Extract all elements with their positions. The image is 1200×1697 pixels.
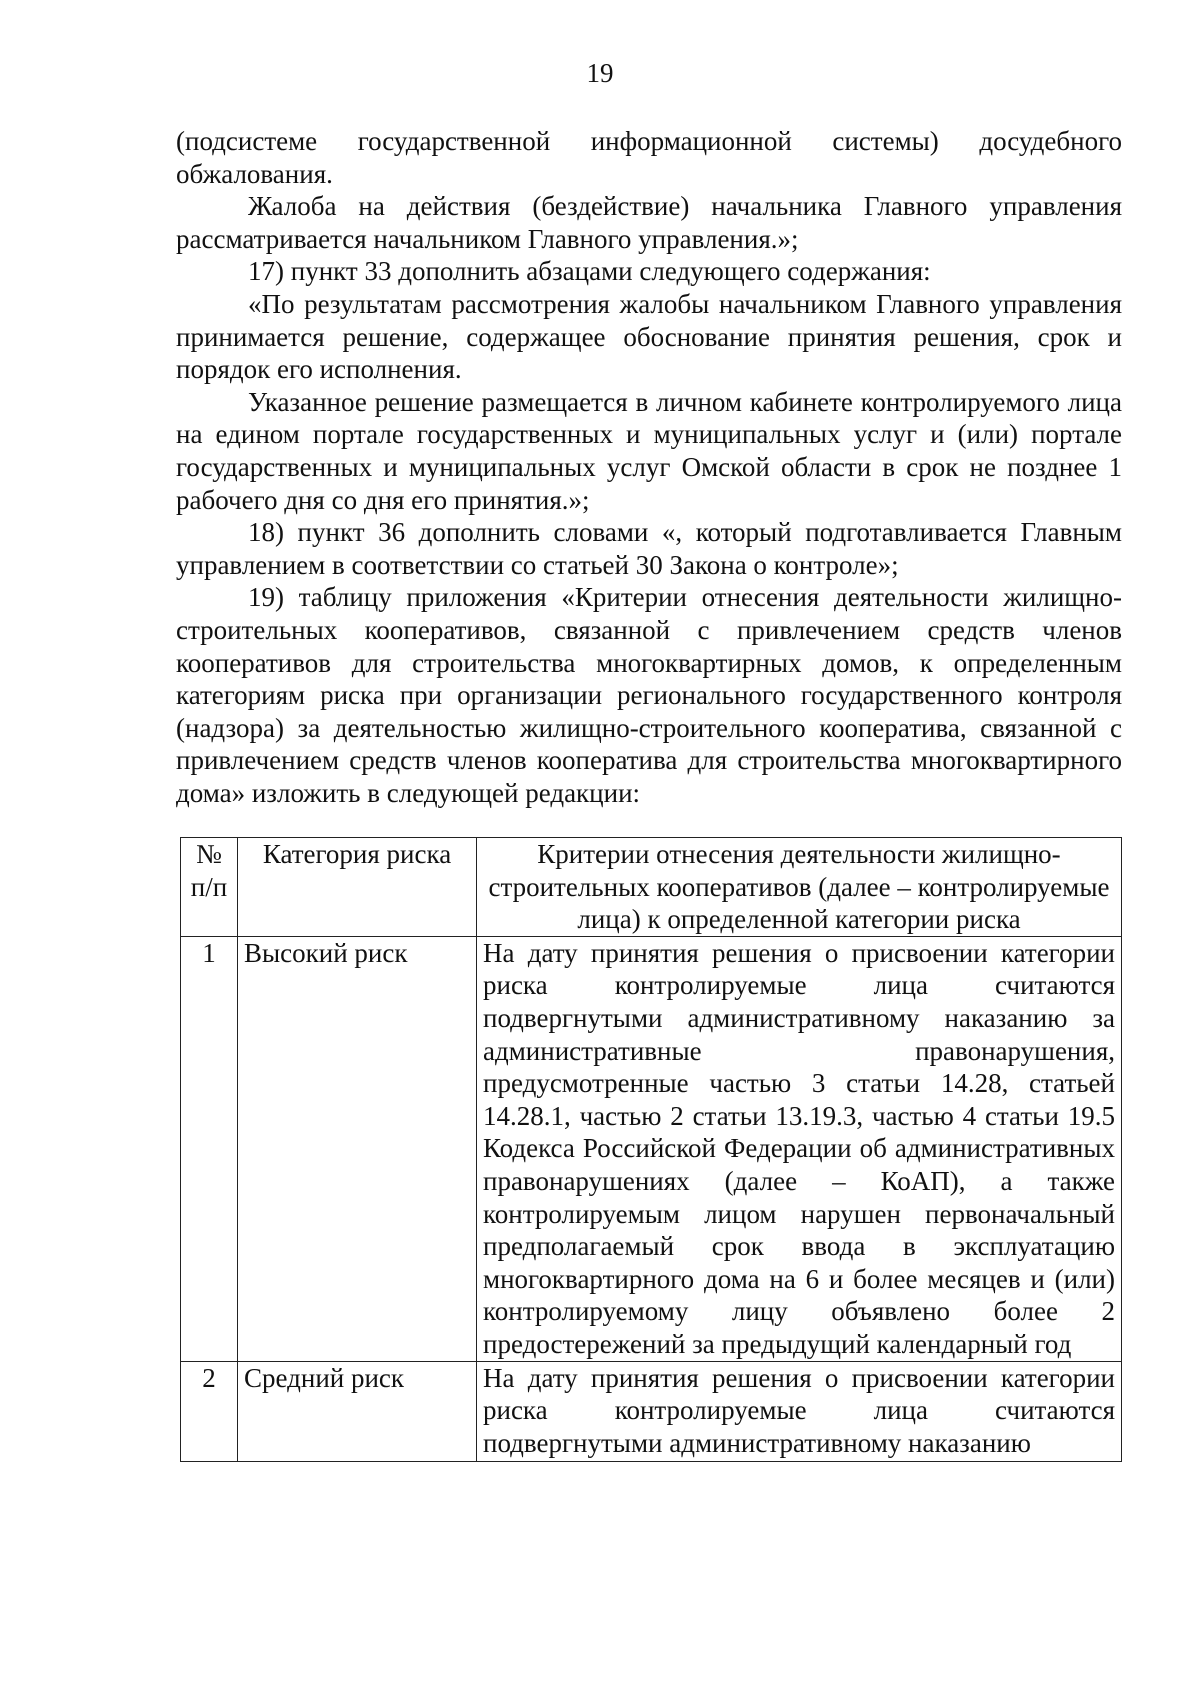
paragraph-item-19: 19) таблицу приложения «Критерии отнесения деятельности жилищно-строительных кооперативов, связанной с привлечением средств членов кооперативов для строительства многоквартирных домов, к определенным категориям риска при организации регионального государственного контроля (надзора) за деятельностью жилищно-строительного кооператива, связанной с привлечением средств членов кооператива для строительства многоквартирного дома» изложить в следующей редакции: — [176, 582, 1122, 808]
document-body — [176, 125, 1122, 809]
header-category: Категория риска — [238, 838, 477, 937]
paragraph-placement: Указанное решение размещается в личном кабинете контролируемого лица на едином портале государственных и муниципальных услуг и (или) портале государственных и муниципальных услуг Омской области в срок не позднее 1 рабочего дня со дня его принятия.»; — [176, 386, 1122, 515]
row-category: Средний риск — [238, 1361, 477, 1462]
paragraph-decision: «По результатам рассмотрения жалобы начальником Главного управления принимается решение, содержащее обоснование принятия решения, срок и порядок его исполнения. — [176, 288, 1122, 385]
table-row — [181, 936, 1122, 1361]
risk-criteria-table — [180, 837, 1122, 1462]
paragraph-complaint: Жалоба на действия (бездействие) начальника Главного управления рассматривается начальником Главного управления.»; — [176, 191, 1122, 254]
header-num: № п/п — [181, 838, 238, 937]
row-num: 2 — [181, 1361, 238, 1462]
paragraph-item-17: 17) пункт 33 дополнить абзацами следующего содержания: — [248, 256, 931, 287]
table-row — [181, 1361, 1122, 1462]
page-number: 19 — [586, 58, 614, 88]
table-header-row — [181, 838, 1122, 937]
paragraph-item-18: 18) пункт 36 дополнить словами «, который подготавливается Главным управлением в соответствии со статьей 30 Закона о контроле»; — [176, 517, 1122, 580]
row-category: Высокий риск — [238, 936, 477, 1361]
row-criteria: На дату принятия решения о присвоении категории риска контролируемые лица считаются подвергнутыми административному наказанию за административные правонарушения, предусмотренные частью 3 статьи 14.28, статьей 14.28.1, частью 2 статьи 13.19.3, частью 4 статьи 19.5 Кодекса Российской Федерации об административных правонарушениях (далее – КоАП), а также контролируемым лицом нарушен первоначальный предполагаемый срок ввода в эксплуатацию многоквартирного дома на 6 и более месяцев и (или) контролируемому лицу объявлено более 2 предостережений за предыдущий календарный год — [477, 936, 1122, 1361]
paragraph-continuation: (подсистеме государственной информационной системы) досудебного обжалования. — [176, 126, 1122, 189]
header-criteria: Критерии отнесения деятельности жилищно-строительных кооперативов (далее – контролируемые лица) к определенной категории риска — [477, 838, 1122, 937]
row-num: 1 — [181, 936, 238, 1361]
row-criteria: На дату принятия решения о присвоении категории риска контролируемые лица считаются подвергнутыми административному наказанию — [477, 1361, 1122, 1462]
